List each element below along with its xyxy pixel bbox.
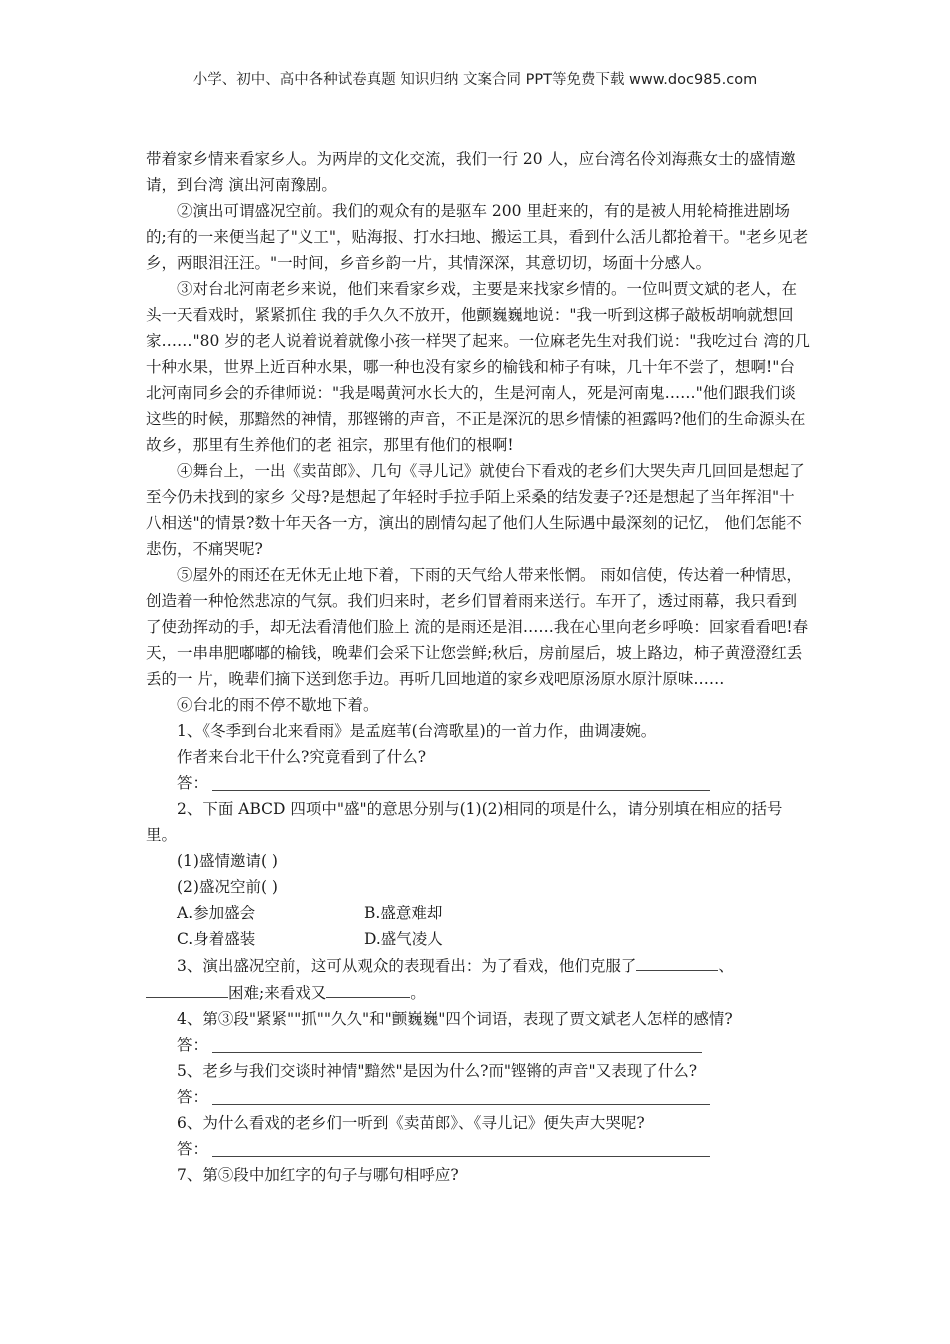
passage-paragraph-1: 带着家乡情来看家乡人。为两岸的文化交流，我们一行 20 人，应台湾名伶刘海燕女士的盛情邀请，到台湾 演出河南豫剧。: [146, 150, 796, 194]
answer-label: 答：: [177, 1036, 209, 1054]
blank-3-1[interactable]: [636, 952, 718, 971]
answer-line-6[interactable]: [212, 1138, 710, 1157]
document-body: [146, 146, 810, 1188]
passage-paragraph-2: ②演出可谓盛况空前。我们的观众有的是驱车 200 里赶来的，有的是被人用轮椅推进剧场的;有的一来便当起了"义工"，贴海报、打水扫地、搬运工具，看到什么活儿都抢着干。"老乡见老乡，两眼泪汪汪。"一时间，乡音乡韵一片，其情深深，其意切切，场面十分感人。: [146, 202, 809, 272]
answer-row-1: [146, 770, 810, 796]
answer-row-6: [146, 1136, 810, 1162]
answer-row-5: [146, 1084, 810, 1110]
question-3-part-2: 、: [718, 957, 734, 975]
option-c: C.身着盛装: [177, 930, 256, 948]
question-1-prompt: 作者来台北干什么?究竟看到了什么?: [177, 748, 427, 766]
answer-line-5[interactable]: [212, 1086, 710, 1105]
question-1: 1、《冬季到台北来看雨》是孟庭苇(台湾歌星)的一首力作，曲调凄婉。: [177, 722, 657, 740]
question-3-cont: [146, 979, 810, 1006]
question-3: [146, 952, 810, 979]
blank-3-2[interactable]: [146, 979, 228, 998]
question-6: 6、为什么看戏的老乡们一听到《卖苗郎》、《寻儿记》便失声大哭呢?: [177, 1114, 645, 1132]
passage-paragraph-3: ③对台北河南老乡来说，他们来看家乡戏，主要是来找家乡情的。一位叫贾文斌的老人，在头一天看戏时，紧紧抓住 我的手久久不放开，他颤巍巍地说："我一听到这梆子敲板胡响就想回家……"80 岁的老人说着说着就像小孩一样哭了起来。一位麻老先生对我们说："我吃过台 湾的几十种水果，世界上近百种水果，哪一种也没有家乡的榆钱和柿子有味，几十年不尝了，想啊!"台北河南同乡会的乔律师说："我是喝黄河水长大的，生是河南人，死是河南鬼……"他们跟我们谈这些的时候，那黯然的神情，那铿锵的声音，不正是深沉的思乡情愫的袒露吗?他们的生命源头在故乡，那里有生养他们的老 祖宗，那里有他们的根啊!: [146, 280, 810, 454]
question-4: 4、第③段"紧紧""抓""久久"和"颤巍巍"四个词语，表现了贾文斌老人怎样的感情?: [177, 1010, 733, 1028]
question-2-item-2: (2)盛况空前( ): [177, 878, 278, 896]
options-row-2: [146, 926, 810, 952]
options-row-1: [146, 900, 810, 926]
question-5: 5、老乡与我们交谈时神情"黯然"是因为什么?而"铿锵的声音"又表现了什么?: [177, 1062, 698, 1080]
answer-line-4[interactable]: [212, 1034, 702, 1053]
question-2-item-1: (1)盛情邀请( ): [177, 852, 278, 870]
question-3-part-1: 3、演出盛况空前，这可从观众的表现看出：为了看戏，他们克服了: [177, 957, 637, 975]
page-header: 小学、初中、高中各种试卷真题 知识归纳 文案合同 PPT等免费下载 www.doc985.com: [192, 72, 758, 88]
passage-paragraph-6: ⑥台北的雨不停不歇地下着。: [177, 696, 379, 714]
answer-line-1[interactable]: [212, 772, 710, 791]
question-3-part-3: 困难;来看戏又: [228, 984, 327, 1002]
option-a: A.参加盛会: [177, 904, 256, 922]
passage-paragraph-4: ④舞台上，一出《卖苗郎》、几句《寻儿记》就使台下看戏的老乡们大哭失声几回回是想起了至今仍未找到的家乡 父母?是想起了年轻时手拉手陌上采桑的结发妻子?还是想起了当年挥泪"十八相送"的情景?数十年天各一方，演出的剧情勾起了他们人生际遇中最深刻的记忆， 他们怎能不悲伤，不痛哭呢?: [146, 462, 805, 558]
question-7: 7、第⑤段中加红字的句子与哪句相呼应?: [177, 1166, 459, 1184]
answer-label: 答：: [177, 774, 209, 792]
passage-paragraph-5: ⑤屋外的雨还在无休无止地下着，下雨的天气给人带来怅惘。 雨如信使，传达着一种情思，创造着一种怆然悲凉的气氛。我们归来时，老乡们冒着雨来送行。车开了，透过雨幕，我只看到了使劲挥动的手，却无法看清他们脸上 流的是雨还是泪……我在心里向老乡呼唤：回家看看吧!春天，一串串肥嘟嘟的榆钱，晚辈们会采下让您尝鲜;秋后，房前屋后，坡上路边，柿子黄澄澄红丢丢的一 片，晚辈们摘下送到您手边。再听几回地道的家乡戏吧原汤原水原汁原味……: [146, 566, 809, 688]
answer-label: 答：: [177, 1088, 209, 1106]
option-d: D.盛气凌人: [364, 930, 443, 948]
question-2: 2、下面 ABCD 四项中"盛"的意思分别与(1)(2)相同的项是什么，请分别填在相应的括号里。: [146, 800, 783, 844]
blank-3-3[interactable]: [326, 979, 410, 998]
option-b: B.盛意难却: [364, 904, 443, 922]
answer-row-4: [146, 1032, 810, 1058]
answer-label: 答：: [177, 1140, 209, 1158]
question-3-part-4: 。: [410, 984, 426, 1002]
